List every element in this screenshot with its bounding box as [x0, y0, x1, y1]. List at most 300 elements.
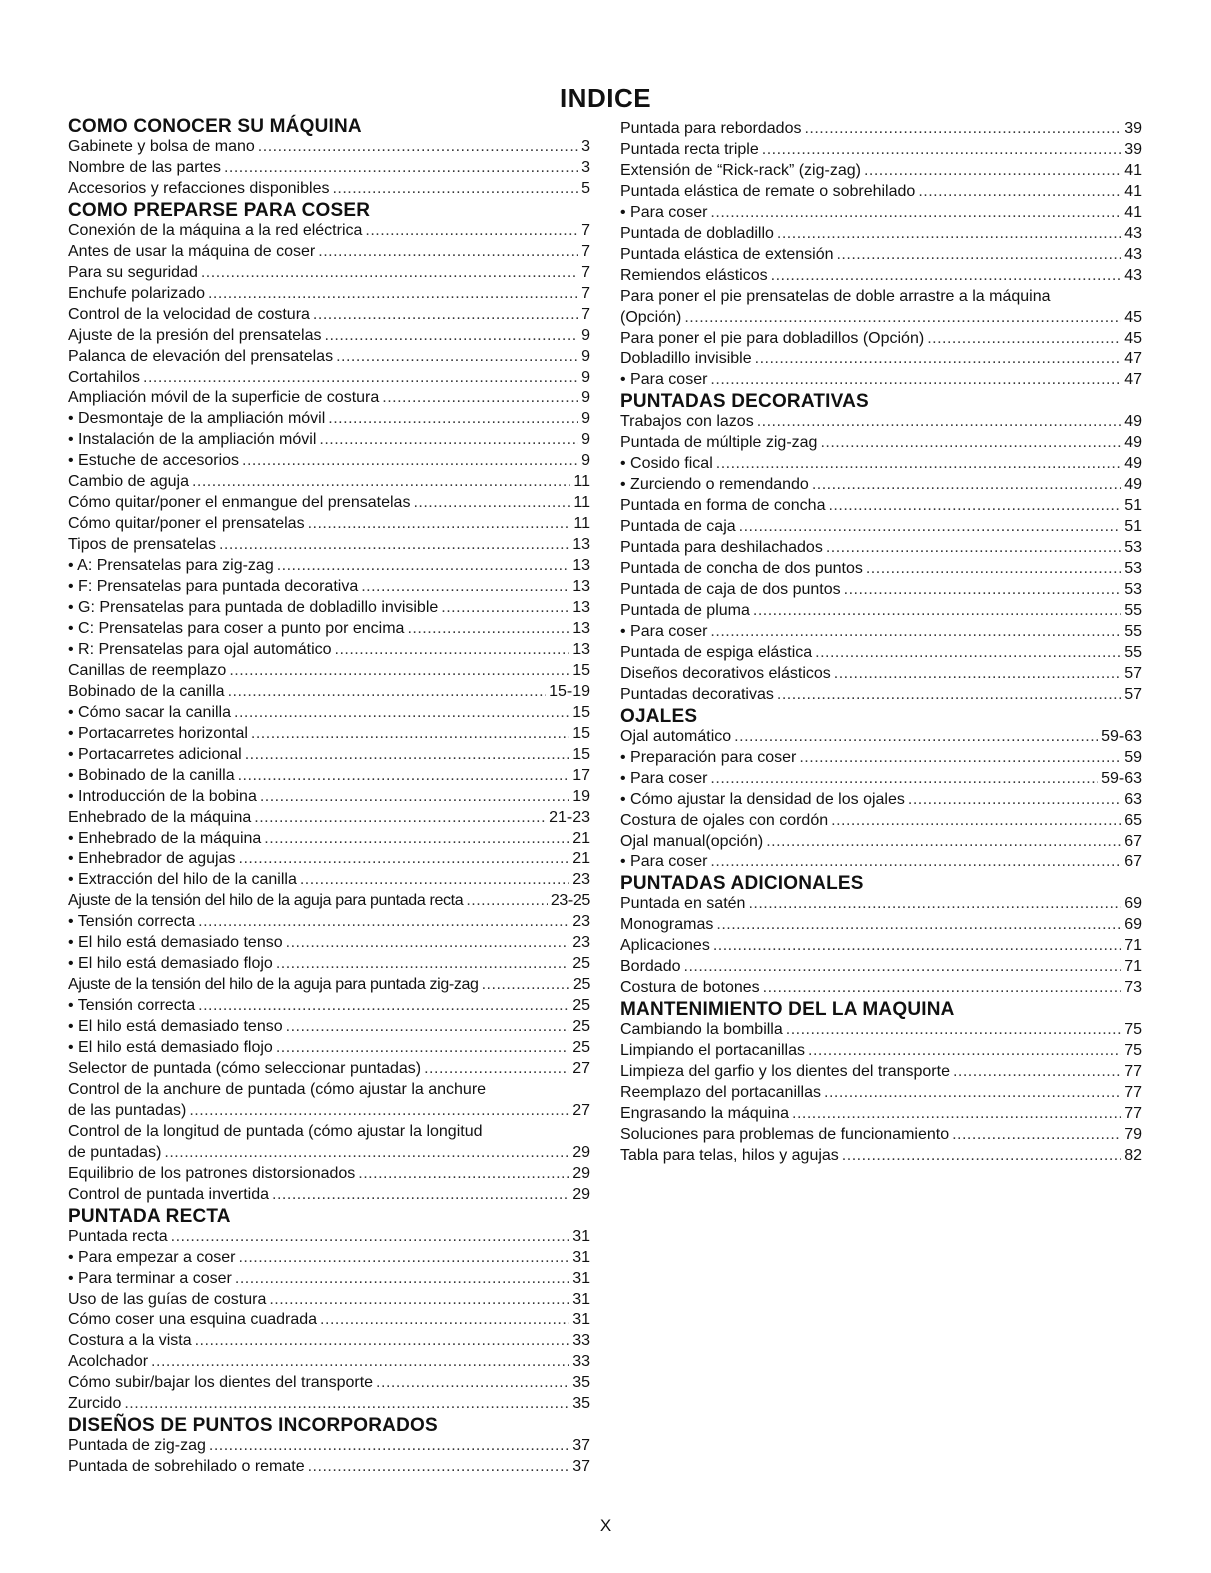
toc-entry-page-number: 33	[572, 1332, 590, 1350]
toc-entry-title: • El hilo está demasiado flojo	[68, 1039, 273, 1057]
toc-entry-page-number: 31	[572, 1269, 590, 1287]
toc-entry	[68, 179, 590, 200]
toc-entry-page-number: 39	[1124, 120, 1142, 137]
toc-entry-page-number: 59	[1124, 748, 1142, 766]
toc-entry-page-number: 77	[1124, 1104, 1142, 1122]
toc-entry-page-number: 37	[572, 1437, 590, 1455]
toc-entry-page-number: 49	[1124, 455, 1142, 473]
toc-entry	[68, 1101, 590, 1122]
toc-entry-page-number: 9	[581, 410, 590, 428]
dot-leader	[258, 137, 578, 158]
dot-leader	[124, 1394, 569, 1415]
toc-entry	[68, 493, 590, 514]
toc-entry-title: • Para terminar a coser	[68, 1269, 232, 1287]
toc-entry	[68, 514, 590, 535]
toc-entry-title: Control de la velocidad de costura	[68, 305, 310, 323]
toc-entry	[620, 454, 1142, 475]
dot-leader	[831, 811, 1121, 832]
toc-entry-title: • F: Prensatelas para puntada decorativa	[68, 578, 359, 596]
toc-entry	[620, 769, 1142, 790]
toc-entry-page-number: 25	[572, 976, 590, 994]
dot-leader	[238, 766, 570, 787]
toc-entry-page-number: 9	[581, 368, 590, 386]
toc-entry-title: • Para empezar a coser	[68, 1248, 236, 1266]
toc-entry-title: • Enhebrado de la máquina	[68, 829, 262, 847]
page-footer-number: X	[599, 1516, 612, 1535]
toc-entry	[620, 266, 1142, 287]
toc-entry-title: Control de puntada invertida	[68, 1185, 270, 1203]
section-heading: DISEÑOS DE PUNTOS INCORPORADOS	[68, 1415, 438, 1437]
toc-entry-title: Antes de usar la máquina de coser	[68, 242, 316, 260]
dot-leader	[826, 538, 1121, 559]
toc-entry	[620, 622, 1142, 643]
toc-entry-page-number: 27	[572, 1101, 590, 1119]
dot-leader	[320, 1310, 569, 1331]
toc-entry	[68, 1185, 590, 1206]
toc-entry-page-number: 37	[572, 1458, 590, 1476]
toc-entry-title: • Preparación para coser	[620, 748, 797, 766]
toc-entry-title: • G: Prensatelas para puntada de dobladillo invisible	[68, 599, 439, 617]
toc-entry	[620, 643, 1142, 664]
dot-leader	[228, 682, 547, 703]
toc-entry	[68, 598, 590, 619]
toc-entry-title: Tipos de prensatelas	[68, 536, 216, 554]
toc-entry	[68, 870, 590, 891]
toc-entry-title: Costura de ojales con cordón	[620, 811, 829, 829]
section-heading: PUNTADAS ADICIONALES	[620, 873, 864, 895]
toc-entry	[620, 1146, 1142, 1167]
dot-leader	[824, 1083, 1121, 1104]
toc-entry	[620, 936, 1142, 957]
dot-leader	[208, 284, 578, 305]
toc-entry	[620, 915, 1142, 936]
toc-entry-title: • Bobinado de la canilla	[68, 766, 235, 784]
toc-entry	[620, 203, 1142, 224]
dot-leader	[276, 954, 569, 975]
toc-entry-title: Puntada para rebordados	[620, 120, 802, 137]
toc-entry-title: Ojal automático	[620, 727, 732, 745]
dot-leader	[286, 1017, 570, 1038]
toc-entry-title: Puntada en forma de concha	[620, 497, 826, 515]
toc-entry-title: Bordado	[620, 958, 681, 976]
toc-entry-title: Extensión de “Rick-rack” (zig-zag)	[620, 161, 861, 179]
toc-entry-page-number: 45	[1124, 329, 1142, 347]
toc-entry	[620, 559, 1142, 580]
toc-entry	[68, 137, 590, 158]
toc-entry-title: • Desmontaje de la ampliación móvil	[68, 410, 326, 428]
toc-entry-title: Gabinete y bolsa de mano	[68, 138, 255, 155]
toc-entry-page-number: 39	[1124, 140, 1142, 158]
toc-entry-page-number: 13	[572, 578, 590, 596]
toc-entry-title: • Para coser	[620, 203, 708, 221]
dot-leader	[245, 745, 570, 766]
dot-leader	[710, 852, 1121, 873]
dot-leader	[710, 622, 1121, 643]
toc-entry-page-number: 23	[572, 913, 590, 931]
toc-entry-page-number: 31	[572, 1227, 590, 1245]
dot-leader	[842, 1146, 1121, 1167]
toc-entry-page-number: 25	[572, 997, 590, 1015]
toc-entry-title: • Zurciendo o remendando	[620, 476, 809, 494]
toc-entry-line: Control de la longitud de puntada (cómo ajustar la longitud	[68, 1122, 483, 1140]
toc-entry	[620, 119, 1142, 140]
toc-entry	[68, 766, 590, 787]
dot-leader	[766, 832, 1121, 853]
toc-entry-page-number: 9	[581, 431, 590, 449]
toc-entry-page-number: 21-23	[549, 808, 590, 826]
toc-entry-title: Soluciones para problemas de funcionamiento	[620, 1125, 950, 1143]
toc-entry-title: Reemplazo del portacanillas	[620, 1084, 821, 1102]
dot-leader	[799, 748, 1121, 769]
toc-entry-page-number: 15	[572, 745, 590, 763]
toc-entry-title: • Cómo ajustar la densidad de los ojales	[620, 790, 905, 808]
toc-entry-title: Remiendos elásticos	[620, 266, 768, 284]
toc-entry-title: • Tensión correcta	[68, 997, 196, 1015]
toc-entry	[620, 1083, 1142, 1104]
toc-entry-page-number: 51	[1124, 518, 1142, 536]
toc-entry	[620, 1020, 1142, 1041]
toc-entry-page-number: 75	[1124, 1042, 1142, 1060]
dot-leader	[844, 580, 1122, 601]
dot-leader	[143, 368, 578, 389]
toc-entry	[620, 1125, 1142, 1146]
toc-entry-title: • Para coser	[620, 371, 708, 389]
toc-entry	[620, 852, 1142, 873]
toc-entry-page-number: 7	[581, 263, 590, 281]
toc-entry-page-number: 71	[1124, 958, 1142, 976]
toc-entry	[68, 849, 590, 870]
toc-right-column	[620, 119, 1142, 1167]
toc-entry-title: • Estuche de accesorios	[68, 452, 240, 470]
toc-entry-page-number: 82	[1124, 1146, 1142, 1164]
toc-entry-title: • Para coser	[620, 769, 708, 787]
toc-entry	[620, 601, 1142, 622]
toc-entry-page-number: 13	[572, 599, 590, 617]
toc-entry-page-number: 5	[581, 179, 590, 197]
toc-entry	[620, 412, 1142, 433]
dot-leader	[748, 894, 1121, 915]
toc-entry-line: Para poner el pie prensatelas de doble arrastre a la máquina	[620, 287, 1051, 305]
toc-entry-page-number: 55	[1124, 622, 1142, 640]
toc-entry-page-number: 55	[1124, 643, 1142, 661]
toc-entry-title: Acolchador	[68, 1353, 149, 1371]
toc-entry	[620, 727, 1142, 748]
toc-entry-title: • El hilo está demasiado flojo	[68, 955, 273, 973]
toc-entry-title: Monogramas	[620, 916, 714, 934]
dot-leader	[254, 808, 546, 829]
toc-entry	[68, 975, 590, 996]
toc-entry-title: Para su seguridad	[68, 263, 198, 281]
toc-entry-title: Puntada recta triple	[620, 140, 759, 158]
toc-entry	[68, 305, 590, 326]
toc-entry-page-number: 77	[1124, 1063, 1142, 1081]
toc-entry-title: Palanca de elevación del prensatelas	[68, 347, 334, 365]
toc-entry-title: Cómo coser una esquina cuadrada	[68, 1311, 318, 1329]
toc-entry-page-number: 19	[572, 787, 590, 805]
dot-leader	[407, 619, 569, 640]
toc-entry-title: Enhebrado de la máquina	[68, 808, 252, 826]
toc-entry-page-number: 53	[1124, 581, 1142, 599]
dot-leader	[376, 1373, 569, 1394]
dot-leader	[361, 577, 569, 598]
toc-entry	[620, 957, 1142, 978]
toc-entry-page-number: 69	[1124, 895, 1142, 913]
toc-entry	[68, 368, 590, 389]
toc-entry	[620, 580, 1142, 601]
toc-entry	[68, 1310, 590, 1331]
toc-entry	[68, 1164, 590, 1185]
toc-entry-title: Ajuste de la presión del prensatelas	[68, 326, 322, 344]
toc-entry-title: Puntada elástica de remate o sobrehilado	[620, 182, 916, 200]
toc-entry-title: Aplicaciones	[620, 937, 710, 955]
toc-entry	[68, 263, 590, 284]
toc-entry-title: Cómo quitar/poner el enmangue del prensatelas	[68, 494, 411, 512]
toc-entry-page-number: 35	[572, 1395, 590, 1413]
dot-leader	[242, 451, 578, 472]
toc-entry	[68, 409, 590, 430]
toc-entry-title: Ampliación móvil de la superficie de costura	[68, 389, 380, 407]
toc-entry-title: Puntada de caja	[620, 518, 736, 536]
toc-entry	[620, 894, 1142, 915]
toc-entry	[68, 1269, 590, 1290]
toc-entry-page-number: 21	[572, 850, 590, 868]
toc-entry-title: Puntada de sobrehilado o remate	[68, 1458, 305, 1476]
toc-entry-page-number: 23	[572, 934, 590, 952]
dot-leader	[277, 556, 569, 577]
toc-entry-page-number: 31	[572, 1311, 590, 1329]
dot-leader	[808, 1041, 1121, 1062]
toc-entry-title: Bobinado de la canilla	[68, 682, 225, 700]
toc-entry	[68, 661, 590, 682]
toc-entry-page-number: 9	[581, 326, 590, 344]
dot-leader	[201, 263, 578, 284]
section-heading: OJALES	[620, 705, 698, 727]
toc-entry-page-number: 27	[572, 1059, 590, 1077]
dot-leader	[812, 475, 1121, 496]
toc-entry	[620, 811, 1142, 832]
dot-leader	[716, 454, 1121, 475]
toc-entry	[68, 535, 590, 556]
toc-entry-title: Cortahilos	[68, 368, 141, 386]
toc-entry-page-number: 29	[572, 1185, 590, 1203]
toc-entry-page-number: 59-63	[1101, 727, 1142, 745]
dot-leader	[198, 996, 569, 1017]
toc-entry-title: Puntada elástica de extensión	[620, 245, 834, 263]
toc-entry-title: • Enhebrador de agujas	[68, 850, 236, 868]
toc-entry-page-number: 67	[1124, 832, 1142, 850]
toc-entry	[68, 912, 590, 933]
toc-entry	[68, 682, 590, 703]
dot-leader	[710, 769, 1098, 790]
dot-leader	[308, 1457, 570, 1478]
toc-entry-title: Puntadas decorativas	[620, 685, 774, 703]
toc-entry-page-number: 7	[581, 221, 590, 239]
dot-leader	[234, 703, 569, 724]
dot-leader	[908, 790, 1121, 811]
toc-entry	[620, 224, 1142, 245]
toc-entry	[68, 388, 590, 409]
toc-entry-line: Control de la anchure de puntada (cómo ajustar la anchure	[68, 1080, 487, 1098]
toc-entry-page-number: 43	[1124, 224, 1142, 242]
toc-entry-page-number: 7	[581, 305, 590, 323]
toc-entry-title: de puntadas)	[68, 1143, 162, 1161]
dot-leader	[804, 119, 1121, 140]
dot-leader	[716, 915, 1121, 936]
dot-leader	[171, 1227, 570, 1248]
toc-entry-page-number: 7	[581, 284, 590, 302]
toc-entry-title: Ajuste de la tensión del hilo de la aguja para puntada recta	[68, 892, 464, 910]
dot-leader	[318, 242, 578, 263]
toc-entry-title: Puntada de caja de dos puntos	[620, 581, 841, 599]
toc-entry-title: Dobladillo invisible	[620, 350, 752, 368]
dot-leader	[482, 975, 570, 996]
toc-entry-title: • Introducción de la bobina	[68, 787, 257, 805]
toc-entry-page-number: 49	[1124, 413, 1142, 431]
toc-entry	[620, 1062, 1142, 1083]
toc-entry-page-number: 41	[1124, 161, 1142, 179]
toc-entry	[68, 1227, 590, 1248]
toc-entry	[68, 1290, 590, 1311]
toc-entry	[620, 832, 1142, 853]
toc-entry-page-number: 69	[1124, 916, 1142, 934]
toc-entry-title: • El hilo está demasiado tenso	[68, 1018, 283, 1036]
toc-entry-title: • Cosido fical	[620, 455, 713, 473]
dot-leader	[189, 1101, 569, 1122]
dot-leader	[319, 430, 578, 451]
toc-entry	[68, 158, 590, 179]
dot-leader	[229, 661, 569, 682]
dot-leader	[684, 957, 1122, 978]
toc-entry-page-number: 57	[1124, 685, 1142, 703]
toc-entry-page-number: 13	[572, 536, 590, 554]
dot-leader	[792, 1104, 1121, 1125]
toc-entry-page-number: 71	[1124, 937, 1142, 955]
toc-entry-title: Limpieza del garfio y los dientes del transporte	[620, 1063, 950, 1081]
dot-leader	[777, 224, 1121, 245]
toc-entry-title: Conexión de la máquina a la red eléctrica	[68, 221, 363, 239]
toc-entry	[68, 1143, 590, 1164]
toc-entry-title: Trabajos con lazos	[620, 413, 754, 431]
toc-entry	[68, 891, 590, 912]
toc-entry-page-number: 73	[1124, 979, 1142, 997]
toc-entry	[68, 619, 590, 640]
toc-entry	[620, 517, 1142, 538]
toc-entry-page-number: 53	[1124, 560, 1142, 578]
toc-entry	[68, 640, 590, 661]
toc-entry-title: Puntada en satén	[620, 895, 746, 913]
toc-entry	[68, 1436, 590, 1457]
toc-entry	[68, 1352, 590, 1373]
toc-entry-title: Para poner el pie para dobladillos (Opción)	[620, 329, 925, 347]
toc-entry-title: Ojal manual(opción)	[620, 832, 764, 850]
toc-entry	[68, 556, 590, 577]
toc-entry-title: Costura de botones	[620, 979, 760, 997]
toc-entry-page-number: 67	[1124, 853, 1142, 871]
dot-leader	[276, 1038, 569, 1059]
toc-left-column	[68, 116, 590, 1478]
dot-leader	[365, 221, 578, 242]
toc-entry	[620, 433, 1142, 454]
toc-entry-page-number: 25	[572, 1039, 590, 1057]
toc-entry	[68, 347, 590, 368]
dot-leader	[834, 664, 1121, 685]
dot-leader	[713, 936, 1121, 957]
toc-entry	[68, 745, 590, 766]
toc-entry	[68, 1248, 590, 1269]
toc-entry-page-number: 47	[1124, 350, 1142, 368]
section-heading: MANTENIMIENTO DEL LA MAQUINA	[620, 999, 955, 1021]
toc-entry	[68, 808, 590, 829]
toc-entry	[68, 1331, 590, 1352]
dot-leader	[300, 870, 569, 891]
toc-entry-title: Puntada para deshilachados	[620, 539, 823, 557]
toc-entry-page-number: 7	[581, 242, 590, 260]
dot-leader	[198, 912, 569, 933]
dot-leader	[466, 891, 548, 912]
toc-entry-page-number: 31	[572, 1248, 590, 1266]
toc-entry-title: • R: Prensatelas para ojal automático	[68, 640, 332, 658]
toc-entry-title: Equilibrio de los patrones distorsionados	[68, 1164, 356, 1182]
toc-entry-page-number: 53	[1124, 539, 1142, 557]
dot-leader	[195, 1331, 570, 1352]
toc-entry	[68, 577, 590, 598]
toc-entry-page-number: 17	[572, 766, 590, 784]
dot-leader	[739, 517, 1122, 538]
dot-leader	[763, 978, 1122, 999]
dot-leader	[238, 1248, 569, 1269]
toc-entry	[68, 451, 590, 472]
toc-entry-title: Puntada recta	[68, 1227, 168, 1245]
toc-entry	[620, 496, 1142, 517]
toc-entry-page-number: 11	[573, 494, 590, 512]
toc-entry-page-number: 29	[572, 1164, 590, 1182]
toc-entry-title: Costura a la vista	[68, 1332, 192, 1350]
toc-entry-title: Engrasando la máquina	[620, 1104, 790, 1122]
toc-entry	[620, 475, 1142, 496]
toc-entry	[68, 430, 590, 451]
dot-leader	[251, 724, 569, 745]
dot-leader	[864, 161, 1121, 182]
toc-entry-page-number: 49	[1124, 476, 1142, 494]
toc-entry-title: Zurcido	[68, 1395, 122, 1413]
toc-entry-page-number: 15	[572, 703, 590, 721]
dot-leader	[264, 829, 569, 850]
toc-entry-title: Uso de las guías de costura	[68, 1290, 267, 1308]
toc-entry-title: Puntada de pluma	[620, 601, 750, 619]
dot-leader	[413, 493, 570, 514]
toc-entry-title: Cambio de aguja	[68, 473, 189, 491]
section-heading: PUNTADAS DECORATIVAS	[620, 391, 869, 413]
section-heading: COMO CONOCER SU MÁQUINA	[68, 116, 362, 137]
dot-leader	[260, 787, 569, 808]
dot-leader	[269, 1290, 569, 1311]
toc-entry-page-number: 11	[573, 473, 590, 491]
toc-entry	[68, 1394, 590, 1415]
toc-entry-page-number: 45	[1124, 308, 1142, 326]
toc-entry-title: • El hilo está demasiado tenso	[68, 934, 283, 952]
toc-entry	[620, 538, 1142, 559]
dot-leader	[286, 933, 570, 954]
toc-entry	[620, 349, 1142, 370]
toc-entry-page-number: 23-25	[550, 892, 590, 910]
toc-entry	[68, 326, 590, 347]
section-heading: PUNTADA RECTA	[68, 1205, 231, 1227]
dot-leader	[820, 433, 1121, 454]
dot-leader	[382, 388, 578, 409]
toc-entry-page-number: 29	[572, 1143, 590, 1161]
dot-leader	[836, 245, 1121, 266]
toc-entry	[68, 472, 590, 493]
